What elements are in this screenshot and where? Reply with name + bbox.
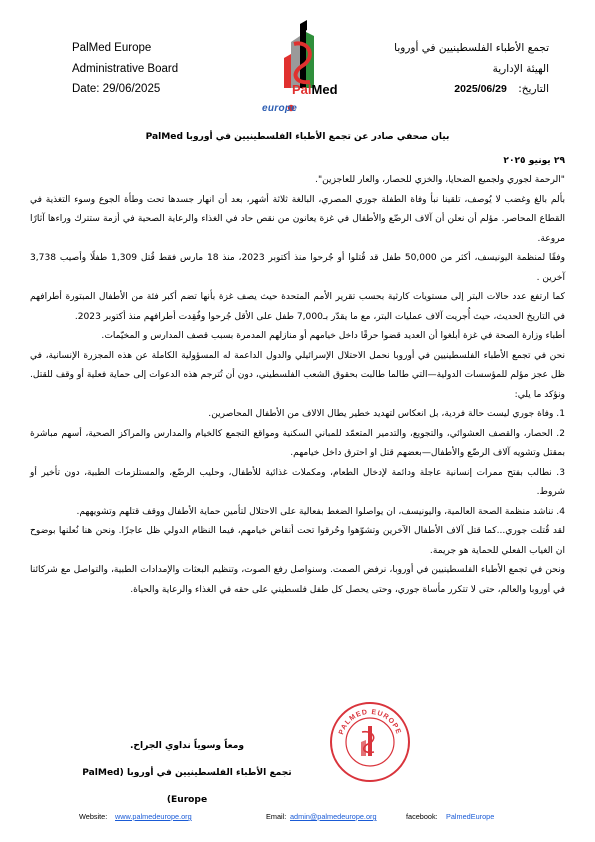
paragraph: "الرحمة لجوري ولجميع الضحايا، والخزي للحصار، والعار للعاجزين". bbox=[315, 175, 565, 185]
org-stamp bbox=[328, 700, 412, 784]
paragraph: نحن في تجمع الأطباء الفلسطينيين في أوروبا نحمل الاحتلال الإسرائيلي والدول الداعمة له المسؤولية الكاملة عن هذه المجزرة الإنسانية، في ظل عجز مؤلم للمؤسسات الدولية—التي طالما طالبت بحقوق الشعب الفلسطيني، دون أن تُترجم هذه الدعوات إلى حماية فعلية أو وقف للقتل. ونؤكد ما يلي: bbox=[30, 350, 565, 400]
stamp-graphic bbox=[328, 700, 412, 784]
footer-website-label: Website: bbox=[79, 812, 108, 821]
list-item: 3. نطالب بفتح ممرات إنسانية عاجلة ودائمة لإدخال الطعام، ومكملات غذائية للأطفال، وحليب الرضّع، والمستلزمات الطبية، دون تأخير أو شروط. bbox=[30, 467, 565, 497]
stamp-text: PALMED EUROPE bbox=[338, 708, 402, 736]
date-label-ar: التاريخ: bbox=[518, 83, 549, 95]
paragraph: لقد قُتلت جوري...كما قتل آلاف الأطفال الآخرين وتشوّهوا وحُرقوا تحت أنقاض خيامهم، فيما النظام الدولي ظل عاجزًا. ونحن هنا نُعلنها بوضوح ان الغياب الفعلي للحماية هو جريمة. bbox=[30, 526, 565, 556]
board-name-ar: الهيئة الإدارية bbox=[492, 62, 549, 75]
footer-email-link[interactable]: admin@palmedeurope.org bbox=[290, 812, 377, 821]
signature-line-2: تجمع الأطباء الفلسطينيين في أوروبا (PalMed Europe) bbox=[82, 768, 292, 805]
date-en: Date: 29/06/2025 bbox=[72, 83, 161, 95]
footer-email-label: Email: bbox=[266, 812, 287, 821]
org-name-ar: تجمع الأطباء الفلسطينيين في أوروبا bbox=[394, 42, 549, 54]
date-ar bbox=[329, 79, 549, 100]
list-item: 4. نناشد منظمة الصحة العالمية، واليونيسف، ان يواصلوا الضغط بفعالية على الاحتلال لتأمين حماية الأطفال ووقف قتلهم وتشويههم. bbox=[76, 506, 565, 517]
logo-graphic bbox=[258, 14, 340, 114]
paragraph: وفقًا لمنظمة اليونيسف، أكثر من 50,000 طفل قد قُتلوا أو جُرحوا منذ أكتوبر 2023، منذ 18 مارس فقط قُتل 1,309 طفلًا وأصيب 3,738 آخرين . bbox=[30, 253, 566, 283]
logo-europe-text: europe bbox=[262, 103, 298, 114]
list-item: 1. وفاة جوري ليست حالة فردية، بل انعكاس لتهديد خطير يطال الالاف من الأطفال المحاصرين. bbox=[208, 409, 565, 419]
palmed-logo bbox=[258, 14, 340, 114]
list-item: 2. الحصار، والقصف العشوائي، والتجويع، والتدمير المتعمّد للمباني السكنية ومواقع التجمع كالخيام والمدارس والمراكز الصحية، أسهم مباشرة بمقتل وتشويه آلاف الرضّع والأطفال—بعضهم قتل او احترق داخل خيامهم. bbox=[30, 428, 565, 458]
statement-body bbox=[30, 128, 565, 600]
statement-title: بيان صحفي صادر عن تجمع الأطباء الفلسطينيين في أوروبا PalMed bbox=[145, 132, 450, 142]
paragraph: بألم بالغ وغضب لا يُوصف، تلقينا نبأ وفاة الطفلة جوري المصري، البالغة ثلاثة أشهر، بعد أن انهار جسدها تحت وطأة الجوع وسوء التغذية في القطاع المحاصر. مؤلم أن نعلن أن آلاف الرضّع والأطفال في غزة يعانون من نقص حاد في الغذاء والرعاية الصحية في أزمة ستترك وراءها آثارًا مروعة. bbox=[30, 194, 565, 244]
paragraph: كما ارتفع عدد حالات البتر إلى مستويات كارثية بحسب تقرير الأمم المتحدة حيث يصف غزة بأنها تضم أكبر فئة من الأطفال المبتورة أطرافهم في التاريخ الحديث، حيث أُجريت آلاف عمليات البتر، مع ما يقدّر بـ7,000 طفل على الأقل جُرحوا وفُقِدت أطرافهم منذ أكتوبر 2023. bbox=[30, 292, 565, 322]
header-left bbox=[72, 38, 242, 100]
date-value-ar: 2025/06/29 bbox=[454, 83, 507, 95]
footer-facebook-link[interactable]: PalmedEurope bbox=[446, 812, 495, 821]
footer-website-link[interactable]: www.palmedeurope.org bbox=[115, 812, 192, 821]
header-right bbox=[329, 38, 549, 100]
paragraph: أطباء وزارة الصحة في غزة أبلغوا أن العديد قضوا حرقًا داخل خيامهم أو منازلهم المدمرة بسبب قصف المدارس و المخيّمات. bbox=[101, 331, 565, 341]
signature-line-1: ومعاً وسوياً نداوي الجراح. bbox=[129, 741, 245, 751]
board-name-en: Administrative Board bbox=[72, 62, 179, 75]
footer-facebook-label: facebook: bbox=[406, 812, 438, 821]
org-name-en: PalMed Europe bbox=[72, 42, 152, 54]
signature-block bbox=[67, 733, 307, 814]
statement-dateline: ٢٩ يونيو ٢٠٢٥ bbox=[503, 155, 565, 166]
logo-wordmark: PalMed bbox=[292, 82, 338, 97]
paragraph: ونحن في تجمع الأطباء الفلسطينيين في أوروبا، نرفض الصمت. وسنواصل رفع الصوت، وتنظيم البعثات والإمدادات الطبية، والتواصل مع شركائنا في أوروبا والعالم، حتى لا تتكرر مأساة جوري، وحتى يحصل كل طفل فلسطيني على حقه في الغذاء والرعاية والحياة. bbox=[30, 565, 565, 595]
